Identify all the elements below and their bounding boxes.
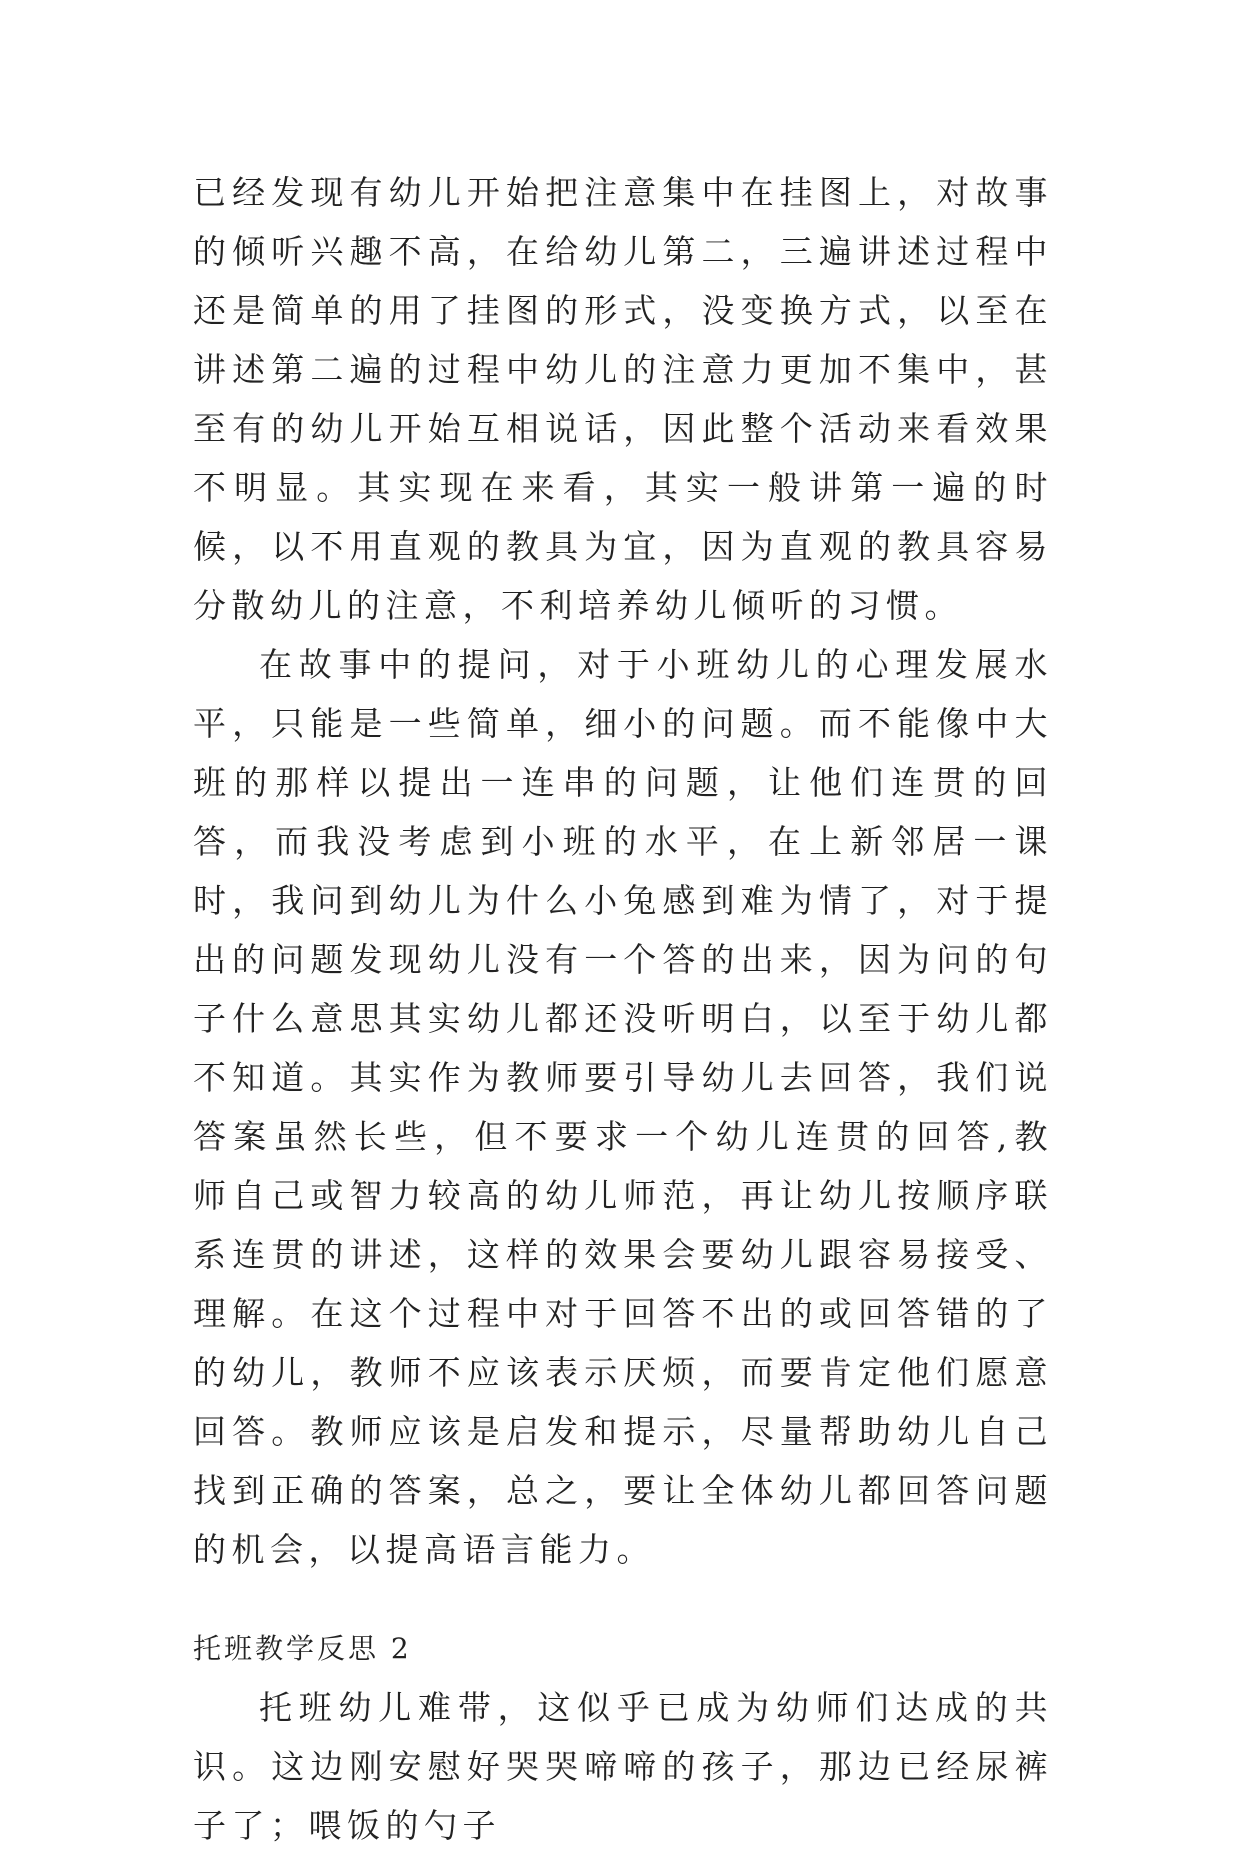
body-paragraph-1: 已经发现有幼儿开始把注意集中在挂图上，对故事的倾听兴趣不高，在给幼儿第二，三遍讲述过程中还是简单的用了挂图的形式，没变换方式，以至在讲述第二遍的过程中幼儿的注意力更加不集中，甚至有的幼儿开始互相说话，因此整个活动来看效果不明显。其实现在来看，其实一般讲第一遍的时候，以不用直观的教具为宜，因为直观的教具容易分散幼儿的注意，不利培养幼儿倾听的习惯。 [193, 173, 1053, 625]
section-heading: 托班教学反思 2 [193, 1632, 412, 1665]
section-paragraph: 托班幼儿难带，这似乎已成为幼师们达成的共识。这边刚安慰好哭哭啼啼的孩子，那边已经尿裤子了；喂饭的勺子 [193, 1688, 1053, 1845]
document-body [193, 163, 1053, 1855]
body-paragraph-2: 在故事中的提问，对于小班幼儿的心理发展水平，只能是一些简单，细小的问题。而不能像中大班的那样以提出一连串的问题，让他们连贯的回答，而我没考虑到小班的水平，在上新邻居一课时，我问到幼儿为什么小兔感到难为情了，对于提出的问题发现幼儿没有一个答的出来，因为问的句子什么意思其实幼儿都还没听明白，以至于幼儿都不知道。其实作为教师要引导幼儿去回答，我们说答案虽然长些，但不要求一个幼儿连贯的回答,教师自己或智力较高的幼儿师范，再让幼儿按顺序联系连贯的讲述，这样的效果会要幼儿跟容易接受、理解。在这个过程中对于回答不出的或回答错的了的幼儿，教师不应该表示厌烦，而要肯定他们愿意回答。教师应该是启发和提示，尽量帮助幼儿自己找到正确的答案，总之，要让全体幼儿都回答问题的机会，以提高语言能力。 [193, 645, 1053, 1569]
